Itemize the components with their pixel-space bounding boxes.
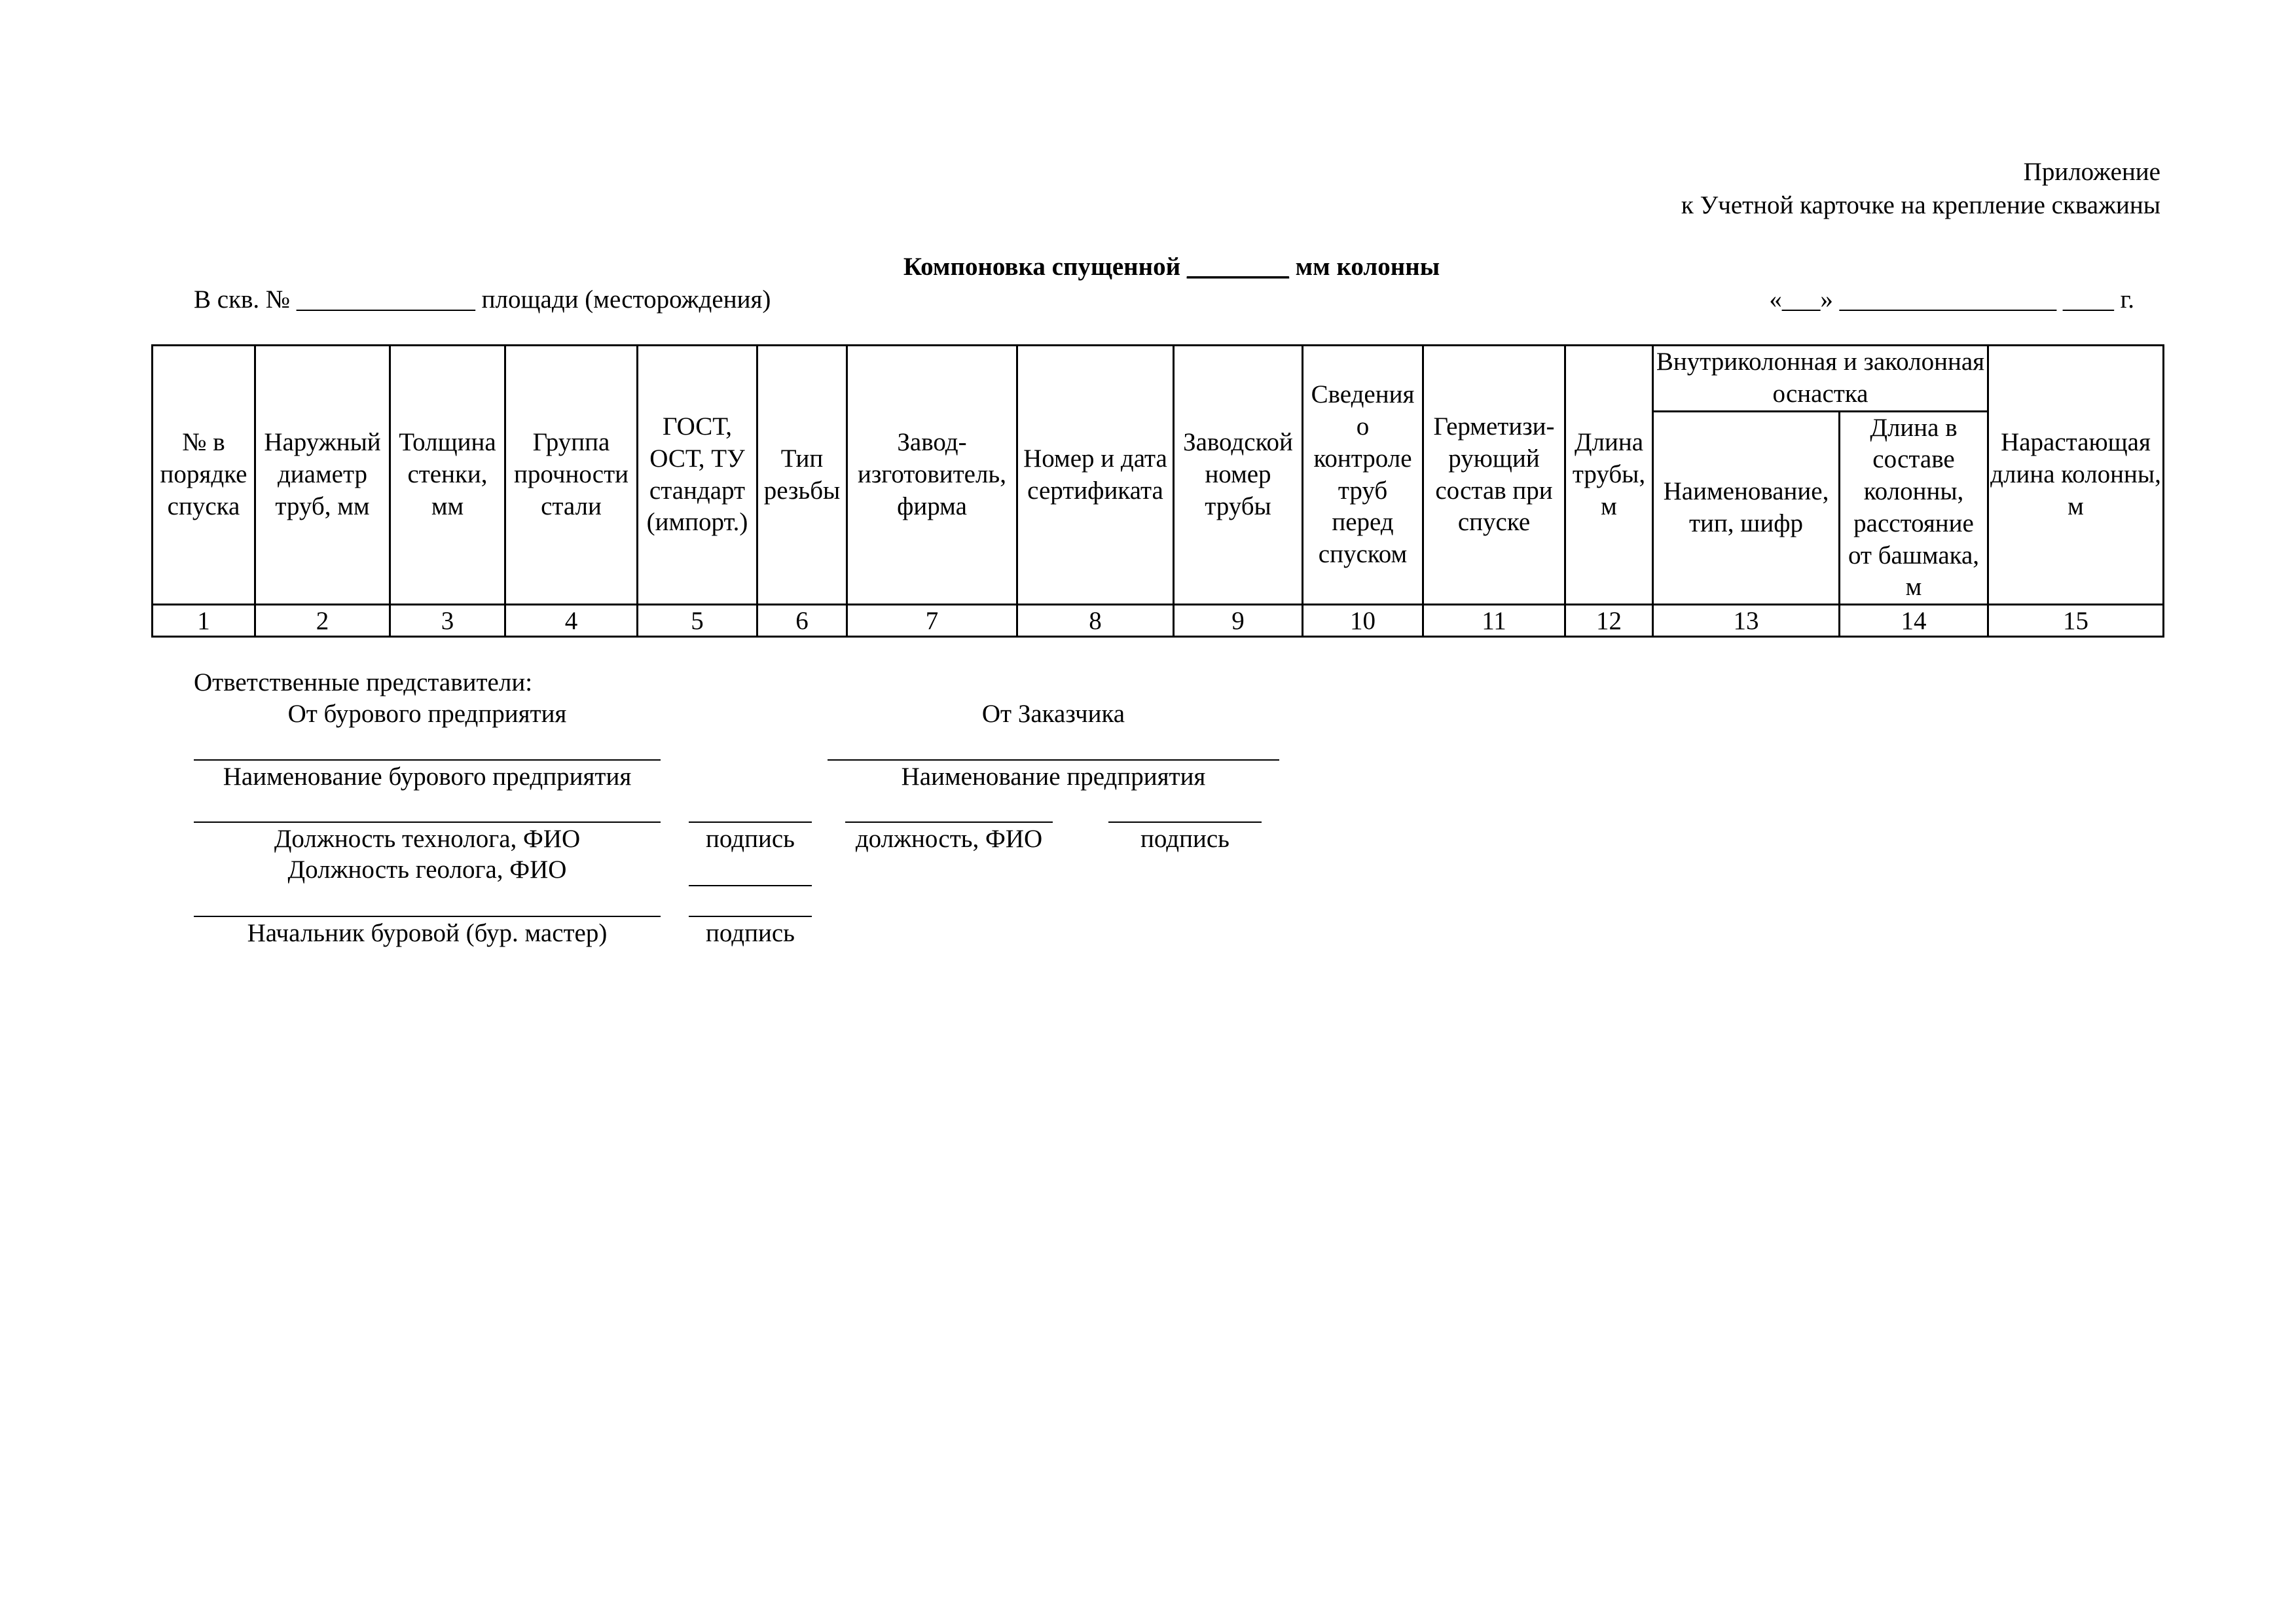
drilling-company-line	[194, 759, 661, 761]
col-header-3: Толщина стенки, мм	[390, 346, 505, 605]
col-header-1: № в порядке спуска	[153, 346, 255, 605]
drilling-company-label: Наименование бурового предприятия	[223, 763, 632, 791]
well-blank: ______________	[296, 285, 475, 314]
title-suffix: мм колонны	[1295, 253, 1440, 281]
geologist-signature-line	[689, 885, 812, 886]
col-number: 10	[1303, 605, 1423, 637]
technologist-label: Должность технолога, ФИО	[274, 825, 581, 853]
col-number: 1	[153, 605, 255, 637]
col-number: 13	[1653, 605, 1840, 637]
well-prefix: В скв. №	[194, 285, 291, 314]
col-number: 12	[1565, 605, 1653, 637]
col-number: 15	[1988, 605, 2164, 637]
well-line	[194, 285, 771, 316]
col-header-14: Длина в составе колонны, расстояние от башмака, м	[1840, 411, 1988, 605]
document-title	[24, 252, 2296, 283]
col-number: 2	[255, 605, 390, 637]
col-number: 3	[390, 605, 505, 637]
appendix-title: Приложение	[2023, 158, 2160, 186]
rig-master-signature-label: подпись	[706, 919, 795, 947]
col-header-10: Сведения о контроле труб перед спуском	[1303, 346, 1423, 605]
casing-table	[151, 344, 2164, 638]
customer-company-label: Наименование предприятия	[901, 763, 1206, 791]
representatives-heading: Ответственные представители:	[194, 668, 533, 696]
col-header-5: ГОСТ, ОСТ, ТУ стандарт (импорт.)	[638, 346, 757, 605]
well-suffix: площади (месторождения)	[481, 285, 771, 314]
col-number: 11	[1423, 605, 1565, 637]
from-drilling-label: От бурового предприятия	[287, 700, 567, 728]
customer-position-line	[845, 821, 1053, 823]
col-header-6: Тип резьбы	[757, 346, 847, 605]
col-number: 14	[1840, 605, 1988, 637]
col-header-4: Группа прочности стали	[505, 346, 638, 605]
customer-company-line	[828, 759, 1279, 761]
technologist-line	[194, 821, 661, 823]
title-blank: ________	[1186, 253, 1289, 281]
title-prefix: Компоновка спущенной	[903, 253, 1181, 281]
geologist-label: Должность геолога, ФИО	[287, 856, 567, 884]
rig-master-label: Начальник буровой (бур. мастер)	[247, 919, 608, 947]
col-header-13: Наименование, тип, шифр	[1653, 411, 1840, 605]
appendix-subtitle: к Учетной карточке на крепление скважины	[1681, 190, 2160, 219]
col-header-9: Заводской номер трубы	[1174, 346, 1303, 605]
col-header-12: Длина трубы, м	[1565, 346, 1653, 605]
technologist-signature-label: подпись	[706, 825, 795, 853]
rig-master-line	[194, 916, 661, 917]
date-line: «___» _________________ ____ г.	[1769, 285, 2134, 314]
col-header-15: Нарастающая длина колонны, м	[1988, 346, 2164, 605]
col-number: 7	[847, 605, 1017, 637]
col-header-2: Наружный диаметр труб, мм	[255, 346, 390, 605]
col-header-11: Герметизи-рующий состав при спуске	[1423, 346, 1565, 605]
col-number: 8	[1017, 605, 1174, 637]
col-header-7: Завод-изготовитель, фирма	[847, 346, 1017, 605]
customer-position-label: должность, ФИО	[855, 825, 1043, 853]
customer-signature-line	[1108, 821, 1262, 823]
group-header: Внутриколонная и заколонная оснастка	[1653, 346, 1988, 412]
from-customer-label: От Заказчика	[981, 700, 1125, 728]
rig-master-signature-line	[689, 916, 812, 917]
col-number: 6	[757, 605, 847, 637]
col-number: 9	[1174, 605, 1303, 637]
customer-signature-label: подпись	[1140, 825, 1230, 853]
col-number: 4	[505, 605, 638, 637]
col-header-8: Номер и дата сертификата	[1017, 346, 1174, 605]
appendix-header	[1681, 156, 2160, 222]
col-number: 5	[638, 605, 757, 637]
technologist-signature-line	[689, 821, 812, 823]
